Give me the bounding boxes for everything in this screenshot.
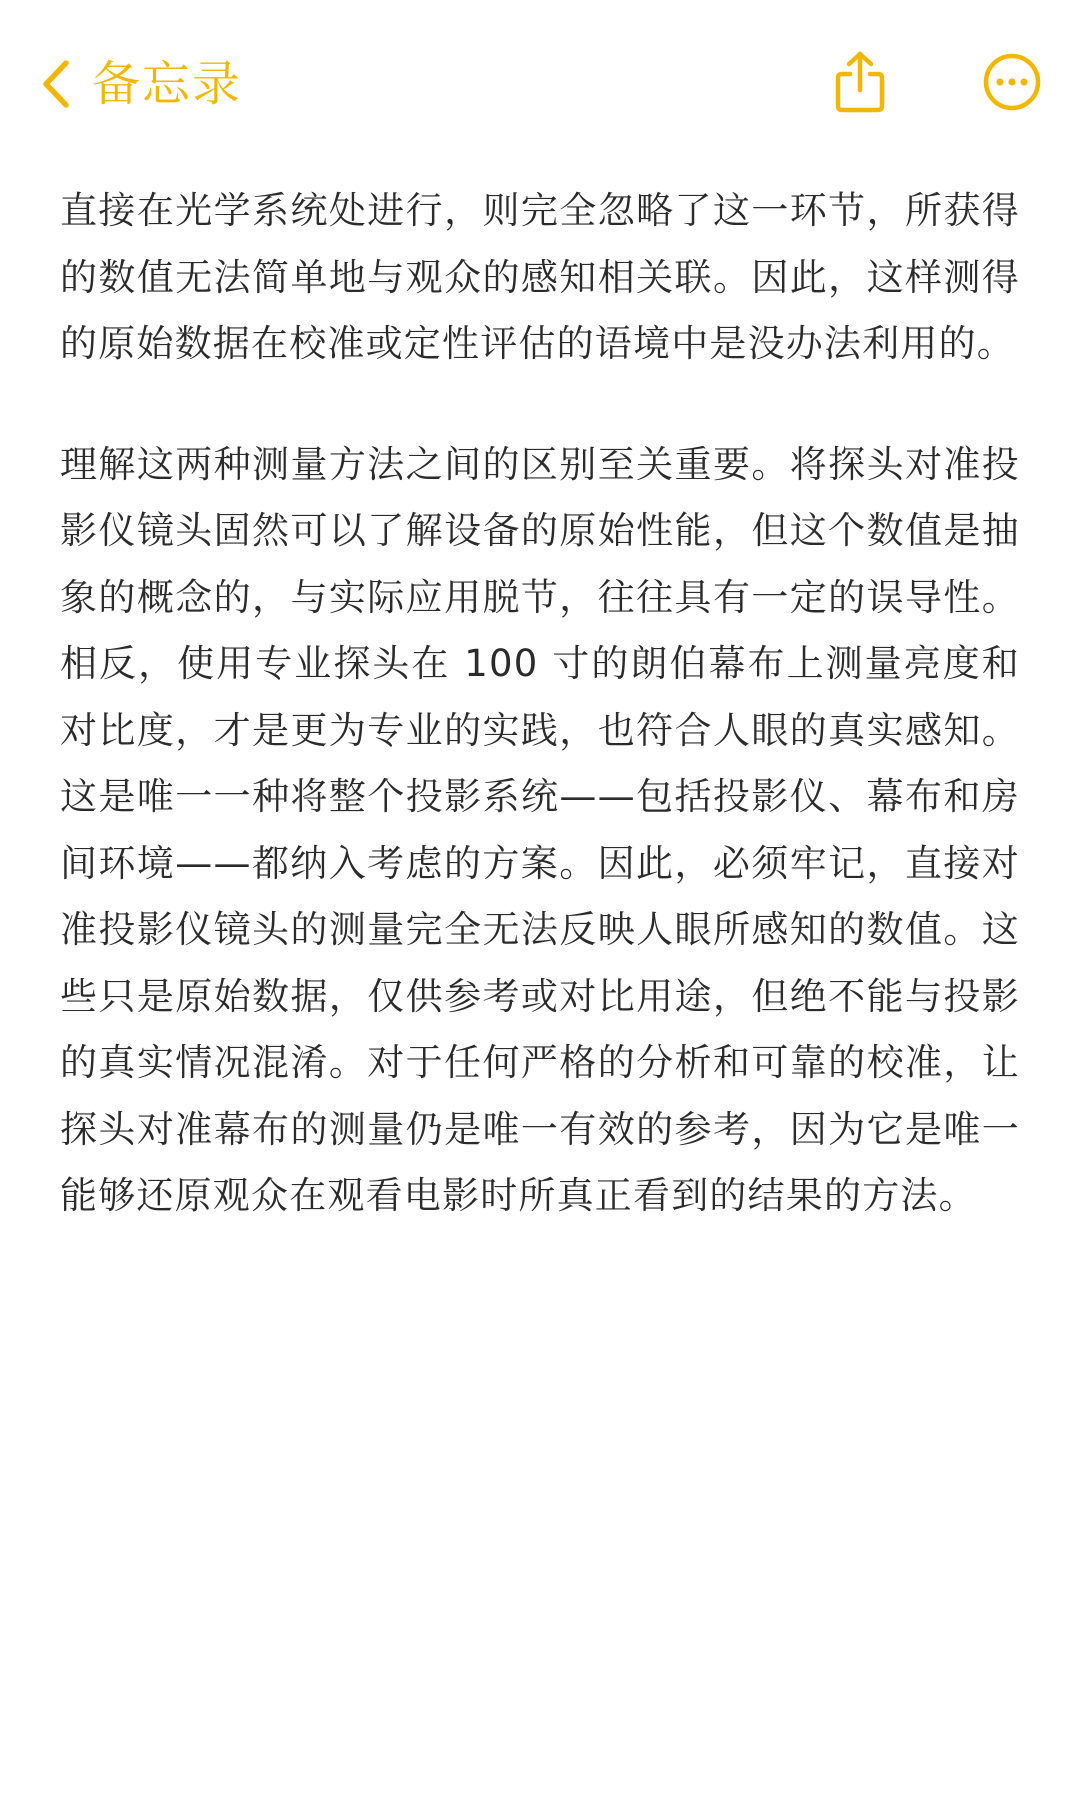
navigation-bar (0, 0, 1080, 170)
note-paragraph-1: 直接在光学系统处进行，则完全忽略了这一环节，所获得的数值无法简单地与观众的感知相关联。因此，这样测得的原始数据在校准或定性评估的语境中是没办法利用的。 (60, 189, 1020, 365)
note-body[interactable] (60, 178, 1020, 1284)
share-button[interactable] (820, 40, 900, 124)
note-paragraph-2: 理解这两种测量方法之间的区别至关重要。将探头对准投影仪镜头固然可以了解设备的原始性能，但这个数值是抽象的概念的，与实际应用脱节，往往具有一定的误导性。相反，使用专业探头在 100 寸的朗伯幕布上测量亮度和对比度，才是更为专业的实践，也符合人眼的真实感知。这是唯一一种将整个投影系统——包括投影仪、幕布和房间环境——都纳入考虑的方案。因此，必须牢记，直接对准投影仪镜头的测量完全无法反映人眼所感知的数值。这些只是原始数据，仅供参考或对比用途，但绝不能与投影的真实情况混淆。对于任何严格的分析和可靠的校准，让探头对准幕布的测量仍是唯一有效的参考，因为它是唯一能够还原观众在观看电影时所真正看到的结果的方法。 (60, 442, 1020, 1217)
back-button[interactable] (40, 48, 242, 120)
more-options-button[interactable] (972, 40, 1052, 124)
ellipsis-circle-icon (982, 52, 1042, 112)
back-button-label: 备忘录 (92, 56, 243, 112)
chevron-left-icon (40, 59, 70, 109)
share-icon (832, 50, 888, 114)
